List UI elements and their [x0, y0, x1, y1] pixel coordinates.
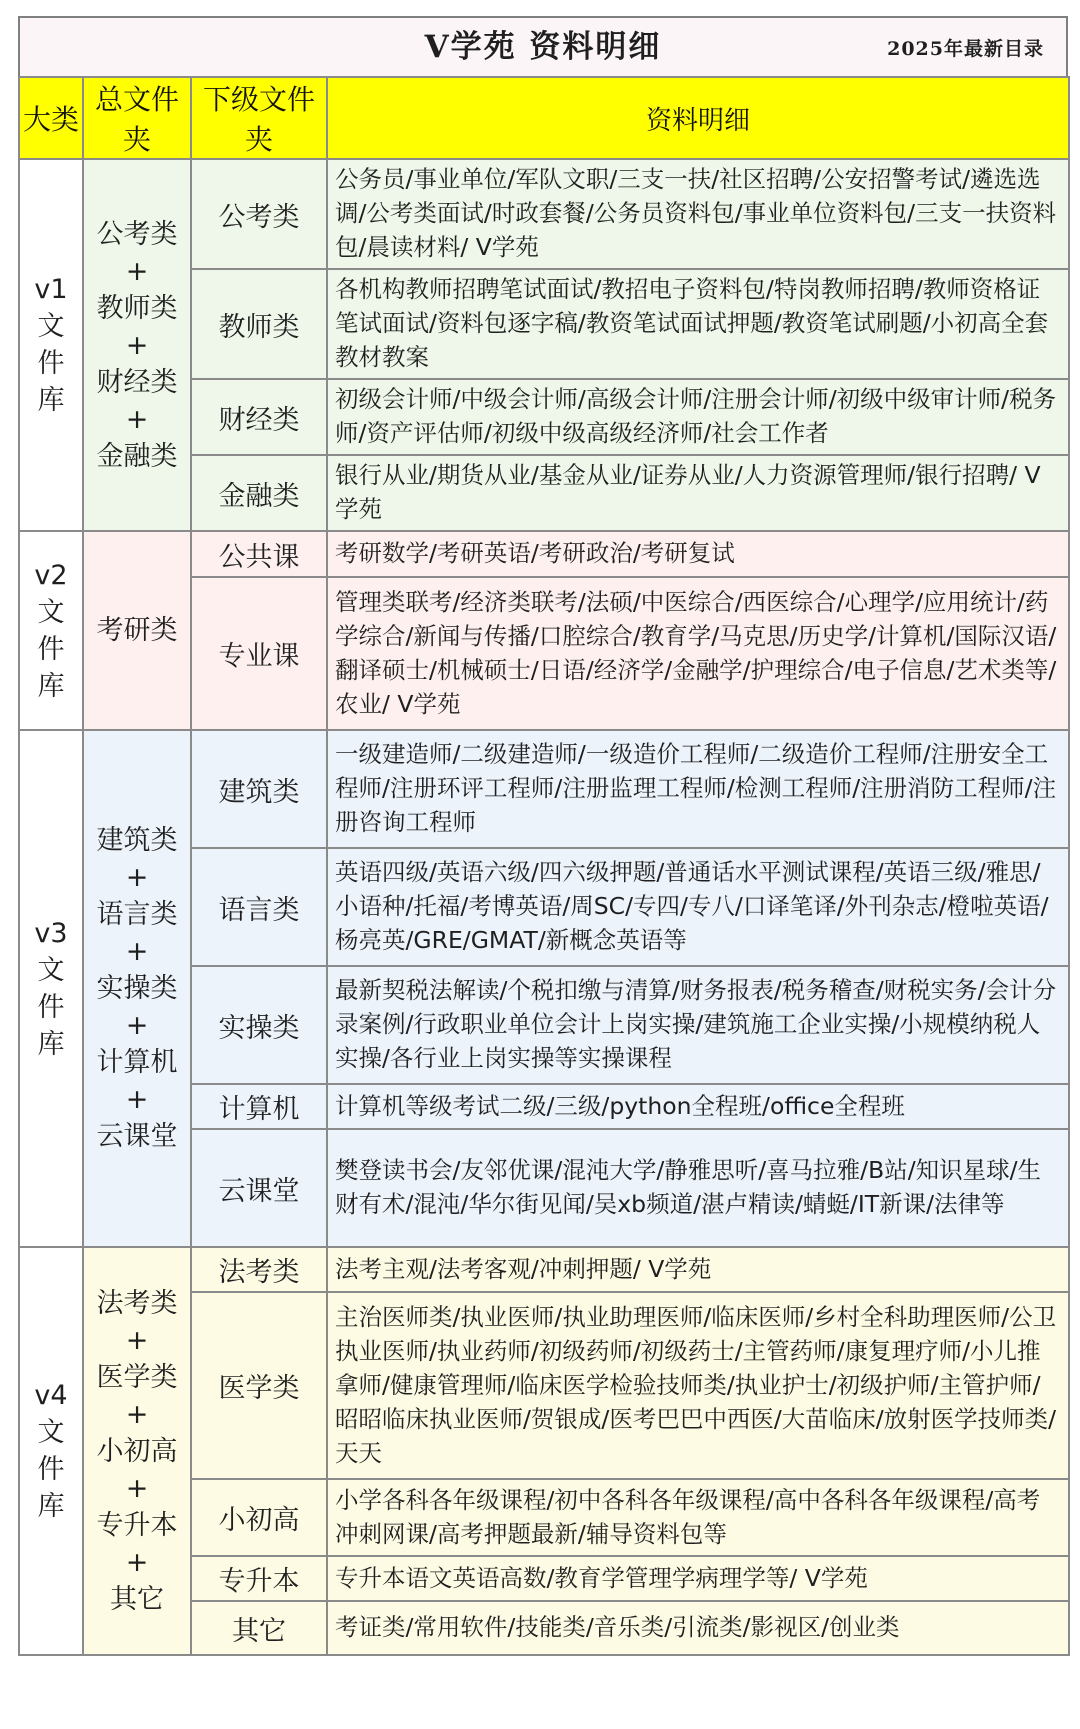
table-row — [19, 159, 1069, 269]
subfolder-cell: 教师类 — [191, 269, 327, 379]
subfolder-cell: 实操类 — [191, 966, 327, 1084]
subfolder-cell: 语言类 — [191, 848, 327, 966]
catalog-sheet — [18, 16, 1068, 1716]
category-cell: v4 文 件 库 — [19, 1247, 83, 1655]
folder-cell: 考研类 — [83, 531, 191, 730]
category-cell: v1 文 件 库 — [19, 159, 83, 531]
column-header-category: 大类 — [19, 77, 83, 159]
table-row — [19, 1247, 1069, 1292]
folder-cell: 公考类 + 教师类 + 财经类 + 金融类 — [83, 159, 191, 531]
detail-cell: 最新契税法解读/个税扣缴与清算/财务报表/税务稽查/财税实务/会计分录案例/行政职业单位会计上岗实操/建筑施工企业实操/小规模纳税人实操/各行业上岗实操等实操课程 — [327, 966, 1069, 1084]
table-row — [19, 730, 1069, 848]
header-row — [19, 77, 1069, 159]
detail-cell: 公务员/事业单位/军队文职/三支一扶/社区招聘/公安招警考试/遴选选调/公考类面试/时政套餐/公务员资料包/事业单位资料包/三支一扶资料包/晨读材料/ V学苑 — [327, 159, 1069, 269]
detail-cell: 银行从业/期货从业/基金从业/证券从业/人力资源管理师/银行招聘/ V学苑 — [327, 455, 1069, 531]
subfolder-cell: 专升本 — [191, 1556, 327, 1601]
detail-cell: 小学各科各年级课程/初中各科各年级课程/高中各科各年级课程/高考冲刺网课/高考押题最新/辅导资料包等 — [327, 1479, 1069, 1556]
catalog-year-label: 2025年最新目录 — [887, 38, 1044, 60]
subfolder-cell: 计算机 — [191, 1084, 327, 1129]
subfolder-cell: 其它 — [191, 1601, 327, 1655]
detail-cell: 主治医师类/执业医师/执业助理医师/临床医师/乡村全科助理医师/公卫执业医师/执业药师/初级药师/初级药士/主管药师/康复理疗师/小儿推拿师/健康管理师/临床医学检验技师类/执业护士/初级护师/主管护师/昭昭临床执业医师/贺银成/医考巴巴中西医/大苗临床/放射医学技师类/天天 — [327, 1292, 1069, 1479]
subfolder-cell: 专业课 — [191, 577, 327, 730]
detail-cell: 英语四级/英语六级/四六级押题/普通话水平测试课程/英语三级/雅思/小语种/托福/考博英语/周SC/专四/专八/口译笔译/外刊杂志/橙啦英语/杨亮英/GRE/GMAT/新概念英语等 — [327, 848, 1069, 966]
detail-cell: 初级会计师/中级会计师/高级会计师/注册会计师/初级中级审计师/税务师/资产评估师/初级中级高级经济师/社会工作者 — [327, 379, 1069, 455]
detail-cell: 法考主观/法考客观/冲刺押题/ V学苑 — [327, 1247, 1069, 1292]
detail-cell: 樊登读书会/友邻优课/混沌大学/静雅思听/喜马拉雅/B站/知识星球/生财有术/混沌/华尔街见闻/吴xb频道/湛卢精读/蜻蜓/IT新课/法律等 — [327, 1129, 1069, 1247]
title-bar — [18, 16, 1068, 78]
detail-cell: 专升本语文英语高数/教育学管理学病理学等/ V学苑 — [327, 1556, 1069, 1601]
folder-cell: 法考类 + 医学类 + 小初高 + 专升本 + 其它 — [83, 1247, 191, 1655]
subfolder-cell: 金融类 — [191, 455, 327, 531]
subfolder-cell: 小初高 — [191, 1479, 327, 1556]
detail-cell: 一级建造师/二级建造师/一级造价工程师/二级造价工程师/注册安全工程师/注册环评工程师/注册监理工程师/检测工程师/注册消防工程师/注册咨询工程师 — [327, 730, 1069, 848]
catalog-table — [18, 76, 1070, 1656]
detail-cell: 考证类/常用软件/技能类/音乐类/引流类/影视区/创业类 — [327, 1601, 1069, 1655]
folder-cell: 建筑类 + 语言类 + 实操类 + 计算机 + 云课堂 — [83, 730, 191, 1247]
subfolder-cell: 医学类 — [191, 1292, 327, 1479]
column-header-folder: 总文件夹 — [83, 77, 191, 159]
category-cell: v2 文 件 库 — [19, 531, 83, 730]
subfolder-cell: 法考类 — [191, 1247, 327, 1292]
category-cell: v3 文 件 库 — [19, 730, 83, 1247]
detail-cell: 考研数学/考研英语/考研政治/考研复试 — [327, 531, 1069, 577]
subfolder-cell: 建筑类 — [191, 730, 327, 848]
page-title: V学苑 资料明细 — [424, 29, 662, 65]
subfolder-cell: 公考类 — [191, 159, 327, 269]
detail-cell: 管理类联考/经济类联考/法硕/中医综合/西医综合/心理学/应用统计/药学综合/新闻与传播/口腔综合/教育学/马克思/历史学/计算机/国际汉语/翻译硕士/机械硕士/日语/经济学/金融学/护理综合/电子信息/艺术类等/农业/ V学苑 — [327, 577, 1069, 730]
table-row — [19, 531, 1069, 577]
column-header-subfolder: 下级文件夹 — [191, 77, 327, 159]
detail-cell: 计算机等级考试二级/三级/python全程班/office全程班 — [327, 1084, 1069, 1129]
subfolder-cell: 公共课 — [191, 531, 327, 577]
subfolder-cell: 财经类 — [191, 379, 327, 455]
column-header-detail: 资料明细 — [327, 77, 1069, 159]
subfolder-cell: 云课堂 — [191, 1129, 327, 1247]
detail-cell: 各机构教师招聘笔试面试/教招电子资料包/特岗教师招聘/教师资格证笔试面试/资料包逐字稿/教资笔试面试押题/教资笔试刷题/小初高全套教材教案 — [327, 269, 1069, 379]
